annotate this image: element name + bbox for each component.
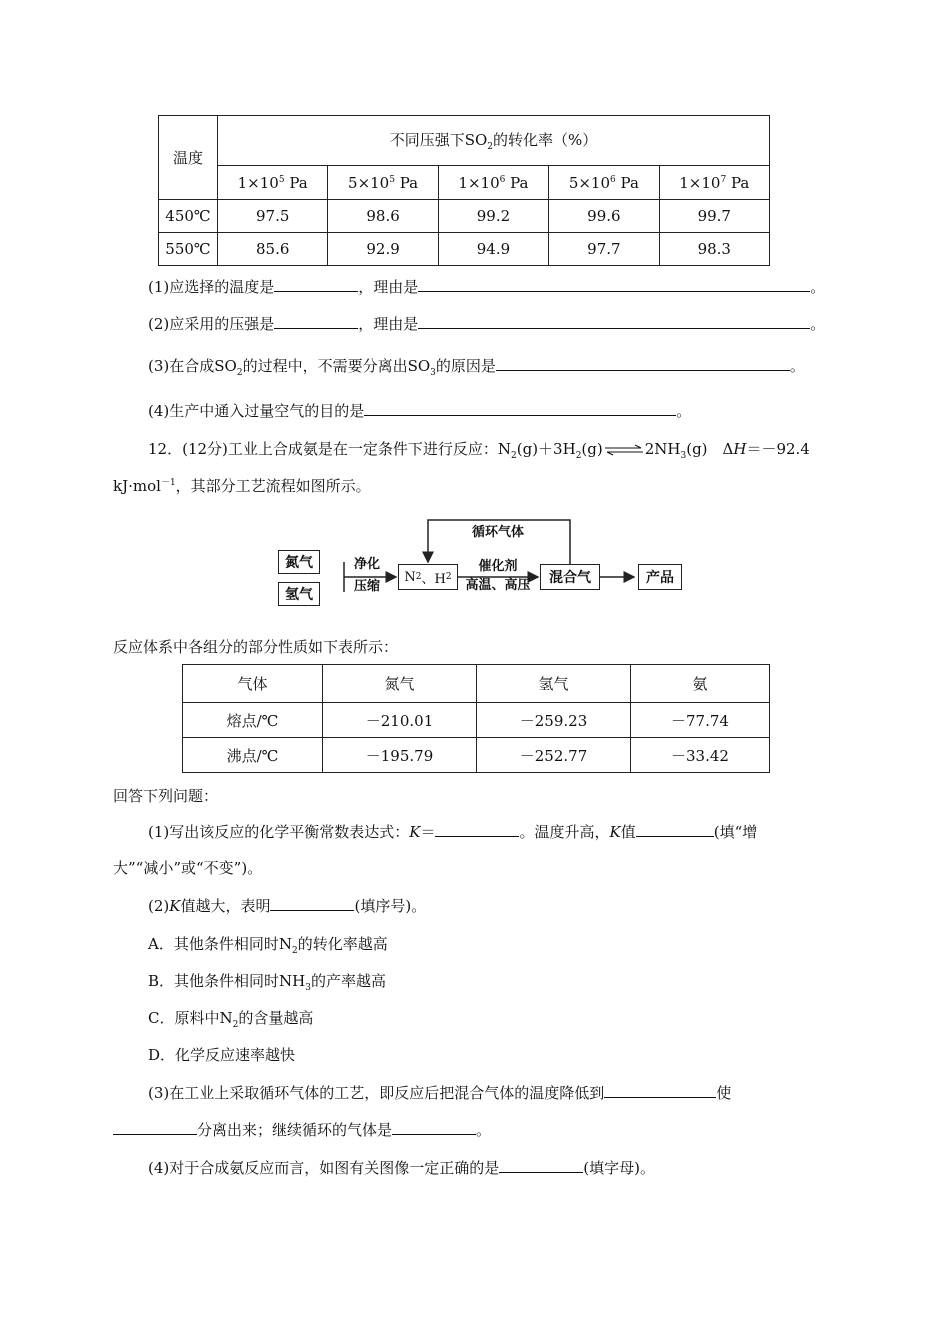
- table-row: 熔点/℃ －210.01 －259.23 －77.74: [183, 703, 770, 738]
- temperature-header: 温度: [159, 116, 218, 200]
- q11-part2: (2)应采用的压强是 ，理由是 。: [148, 315, 826, 333]
- q12-part3-line2: 分离出来；继续循环的气体是 。: [113, 1119, 491, 1140]
- q12-intro-line1: 12．(12分)工业上合成氨是在一定条件下进行反应：$N_2(g)+3H_2(g)$ $2NH_3(g)$ ΔH＝－92.4: [148, 440, 810, 461]
- recycle-gas-label: 循环气体: [460, 524, 536, 542]
- pressure-header: $1\times 10^5$ Pa: [218, 166, 328, 200]
- table-row: 550℃ 85.6 92.9 94.9 97.7 98.3: [159, 233, 770, 266]
- q12-part3: (3)在工业上采取循环气体的工艺，即反应后把混合气体的温度降低到 使: [148, 1084, 732, 1102]
- q12-part4: (4)对于合成氨反应而言，如图有关图像一定正确的是 (填字母)。: [148, 1159, 655, 1177]
- conditions-label: 高温、高压: [465, 578, 531, 593]
- answer-blank[interactable]: [392, 1120, 476, 1135]
- answer-blank[interactable]: [270, 896, 354, 911]
- pressure-header: $1\times 10^7$ Pa: [659, 166, 769, 200]
- answer-blank[interactable]: [274, 314, 358, 329]
- nitrogen-box: 氮气: [278, 550, 320, 574]
- q11-part1: (1)应选择的温度是 ，理由是 。: [148, 278, 826, 296]
- q12-part2: (2)K值越大，表明 (填序号)。: [148, 897, 427, 915]
- equilibrium-arrow-icon: [603, 444, 645, 456]
- answer-blank[interactable]: [604, 1083, 716, 1098]
- purify-label: 净化: [353, 557, 380, 572]
- q12-part1-line2: 大”“减小”或“不变”)。: [113, 859, 263, 877]
- answer-blank[interactable]: [636, 822, 714, 837]
- pressure-header: $5\times 10^6$ Pa: [549, 166, 659, 200]
- answer-blank[interactable]: [496, 356, 790, 371]
- answer-blank[interactable]: [274, 277, 358, 292]
- pressure-group-header: 不同压强下$SO_2$的转化率（%）: [218, 116, 770, 166]
- answer-prompt: 回答下列问题：: [113, 787, 219, 805]
- option-a: A．其他条件相同时$N_2$的转化率越高: [148, 935, 388, 956]
- table-row: 沸点/℃ －195.79 －252.77 －33.42: [183, 738, 770, 773]
- table2-intro: 反应体系中各组分的部分性质如下表所示：: [113, 638, 399, 656]
- product-box: 产品: [638, 564, 682, 590]
- answer-blank[interactable]: [113, 1120, 197, 1135]
- pressure-header: $5\times 10^5$ Pa: [328, 166, 438, 200]
- q11-part4: (4)生产中通入过量空气的目的是 。: [148, 402, 692, 420]
- answer-blank[interactable]: [418, 277, 810, 292]
- n2-h2-box: N 2 、H 2: [398, 564, 458, 590]
- compress-label: 压缩: [353, 579, 380, 594]
- mixed-gas-box: 混合气: [540, 564, 600, 590]
- option-d: D．化学反应速率越快: [148, 1046, 296, 1064]
- table-row: 450℃ 97.5 98.6 99.2 99.6 99.7: [159, 200, 770, 233]
- answer-blank[interactable]: [364, 401, 676, 416]
- answer-blank[interactable]: [418, 314, 810, 329]
- catalyst-label: 催化剂: [478, 559, 518, 574]
- q11-part3: (3)在合成$SO_2$的过程中，不需要分离出$SO_3$的原因是 。: [148, 357, 805, 378]
- table-row: 气体 氮气 氢气 氨: [183, 665, 770, 703]
- pressure-header: $1\times 10^6$ Pa: [438, 166, 548, 200]
- process-flow-diagram: [270, 514, 690, 614]
- q12-part1: (1)写出该反应的化学平衡常数表达式：K＝ 。温度升高，K值 (填“增: [148, 823, 758, 841]
- answer-blank[interactable]: [499, 1158, 583, 1173]
- option-c: C．原料中$N_2$的含量越高: [148, 1009, 314, 1030]
- hydrogen-box: 氢气: [278, 582, 320, 606]
- so2-conversion-table: [158, 115, 770, 266]
- gas-properties-table: [182, 664, 770, 773]
- answer-blank[interactable]: [435, 822, 519, 837]
- q12-intro-line2: kJ·mol$^{-1}$，其部分工艺流程如图所示。: [113, 477, 371, 495]
- option-b: B．其他条件相同时$NH_3$的产率越高: [148, 972, 386, 993]
